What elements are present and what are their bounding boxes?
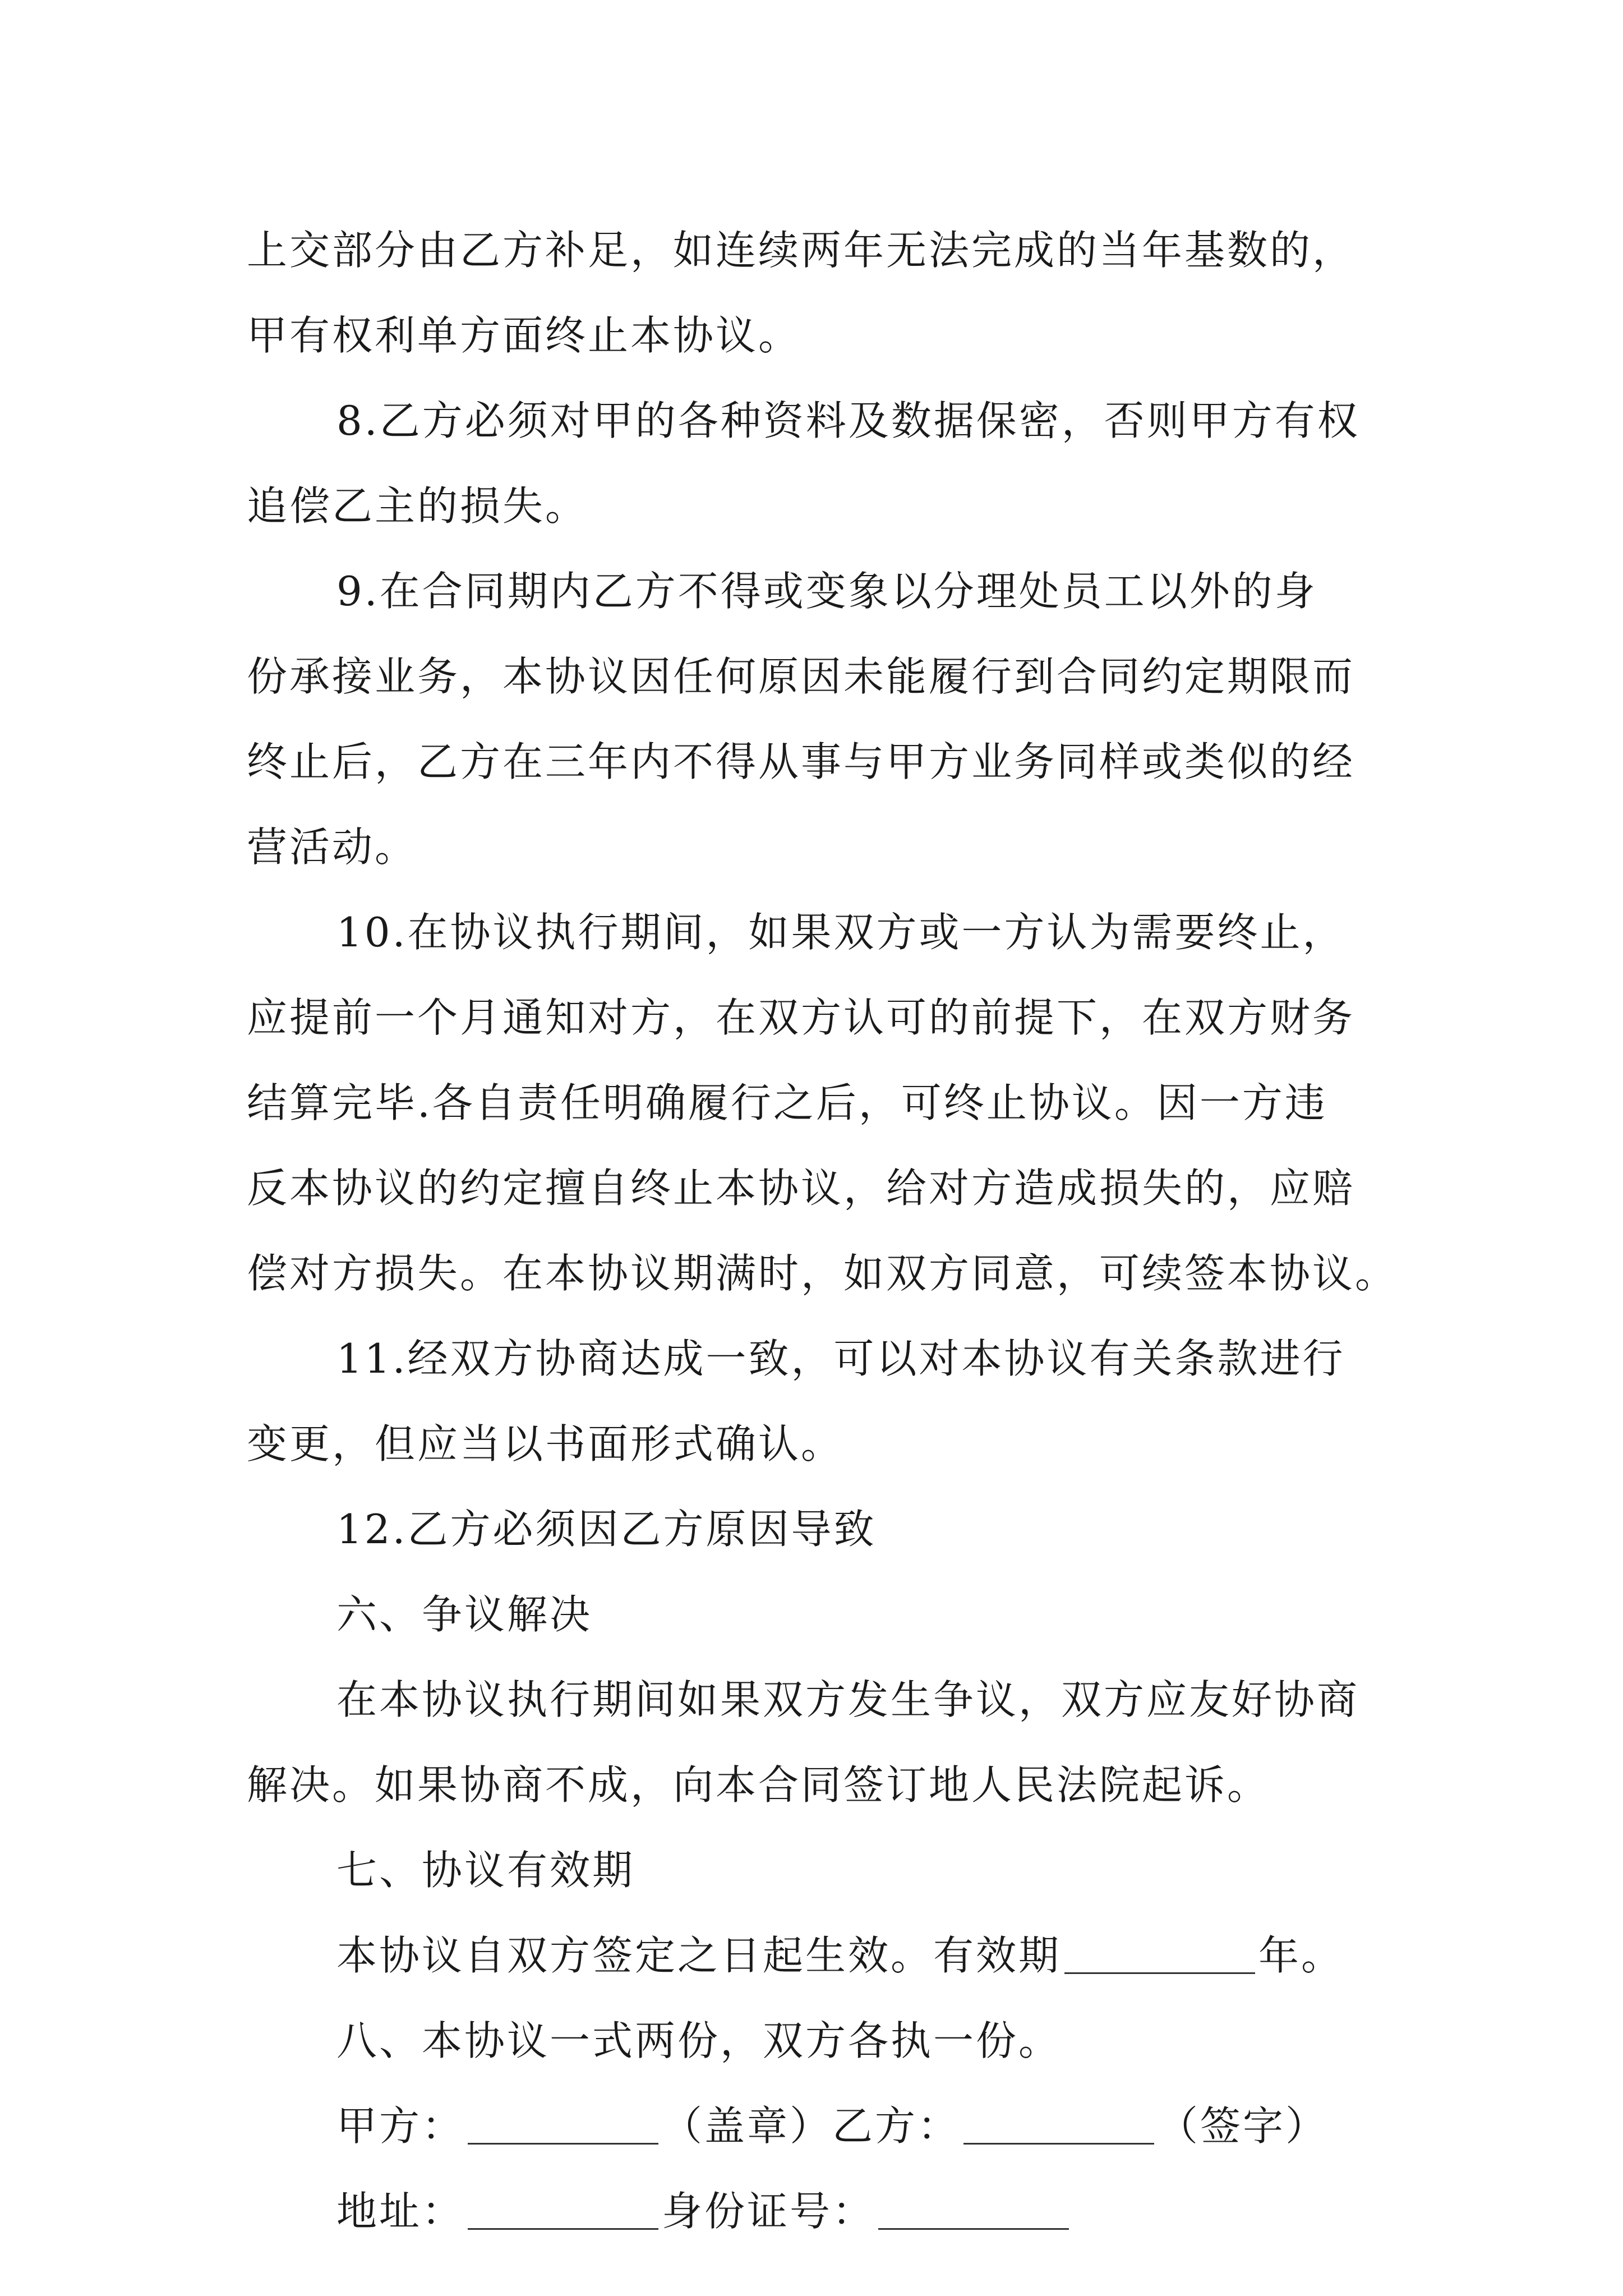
party-a-blank[interactable]	[468, 2110, 658, 2145]
clause-9-line: 营活动。	[247, 823, 418, 871]
address-line	[247, 2169, 1391, 2254]
clause-8-line: 追偿乙主的损失。	[247, 482, 588, 530]
clause-9-line: 终止后，乙方在三年内不得从事与甲方业务同样或类似的经	[247, 738, 1355, 785]
clause-8-line: 8.乙方必须对甲的各种资料及数据保密，否则甲方有权	[336, 397, 1360, 444]
validity-years-blank[interactable]	[1064, 1940, 1255, 1974]
sign-label: （签字）	[1158, 2102, 1329, 2150]
copies-line: 八、本协议一式两份，双方各执一份。	[336, 2017, 1062, 2064]
validity-prefix: 本协议自双方签定之日起生效。有效期	[336, 1932, 1062, 1979]
paragraph-line: 上交部分由乙方补足，如连续两年无法完成的当年基数的，	[247, 227, 1355, 274]
section-heading-dispute: 六、争议解决	[336, 1591, 593, 1638]
clause-10-line: 偿对方损失。在本协议期满时，如双方同意，可续签本协议。	[247, 1250, 1398, 1297]
dispute-line: 在本协议执行期间如果双方发生争议，双方应友好协商	[336, 1676, 1360, 1723]
id-number-blank[interactable]	[878, 2196, 1069, 2230]
clause-11-line: 11.经双方协商达成一致，可以对本协议有关条款进行	[336, 1335, 1345, 1382]
clause-12-line: 12.乙方必须因乙方原因导致	[336, 1506, 877, 1553]
address-blank[interactable]	[468, 2196, 658, 2230]
validity-suffix: 年。	[1258, 1932, 1344, 1979]
party-a-label: 甲方：	[336, 2102, 465, 2150]
validity-line	[247, 1913, 1391, 1998]
document-body	[247, 208, 1398, 2254]
section-heading-validity: 七、协议有效期	[336, 1847, 635, 1894]
seal-label: （盖章）	[662, 2102, 833, 2150]
clause-10-line: 10.在协议执行期间，如果双方或一方认为需要终止，	[336, 909, 1345, 956]
party-b-label: 乙方：	[832, 2102, 961, 2150]
dispute-line: 解决。如果协商不成，向本合同签订地人民法院起诉。	[247, 1761, 1270, 1809]
id-label: 身份证号：	[662, 2188, 875, 2235]
clause-10-line: 应提前一个月通知对方，在双方认可的前提下，在双方财务	[247, 994, 1355, 1041]
paragraph-line: 甲有权利单方面终止本协议。	[247, 312, 801, 359]
signature-line	[247, 2083, 1391, 2169]
party-b-blank[interactable]	[963, 2110, 1154, 2145]
address-label: 地址：	[336, 2188, 465, 2235]
clause-10-line: 反本协议的约定擅自终止本协议，给对方造成损失的，应赔	[247, 1165, 1355, 1212]
clause-10-line: 结算完毕.各自责任明确履行之后，可终止协议。因一方违	[247, 1079, 1327, 1126]
clause-9-line: 9.在合同期内乙方不得或变象以分理处员工以外的身	[336, 568, 1317, 615]
clause-9-line: 份承接业务，本协议因任何原因未能履行到合同约定期限而	[247, 653, 1355, 700]
clause-11-line: 变更，但应当以书面形式确认。	[247, 1420, 844, 1467]
